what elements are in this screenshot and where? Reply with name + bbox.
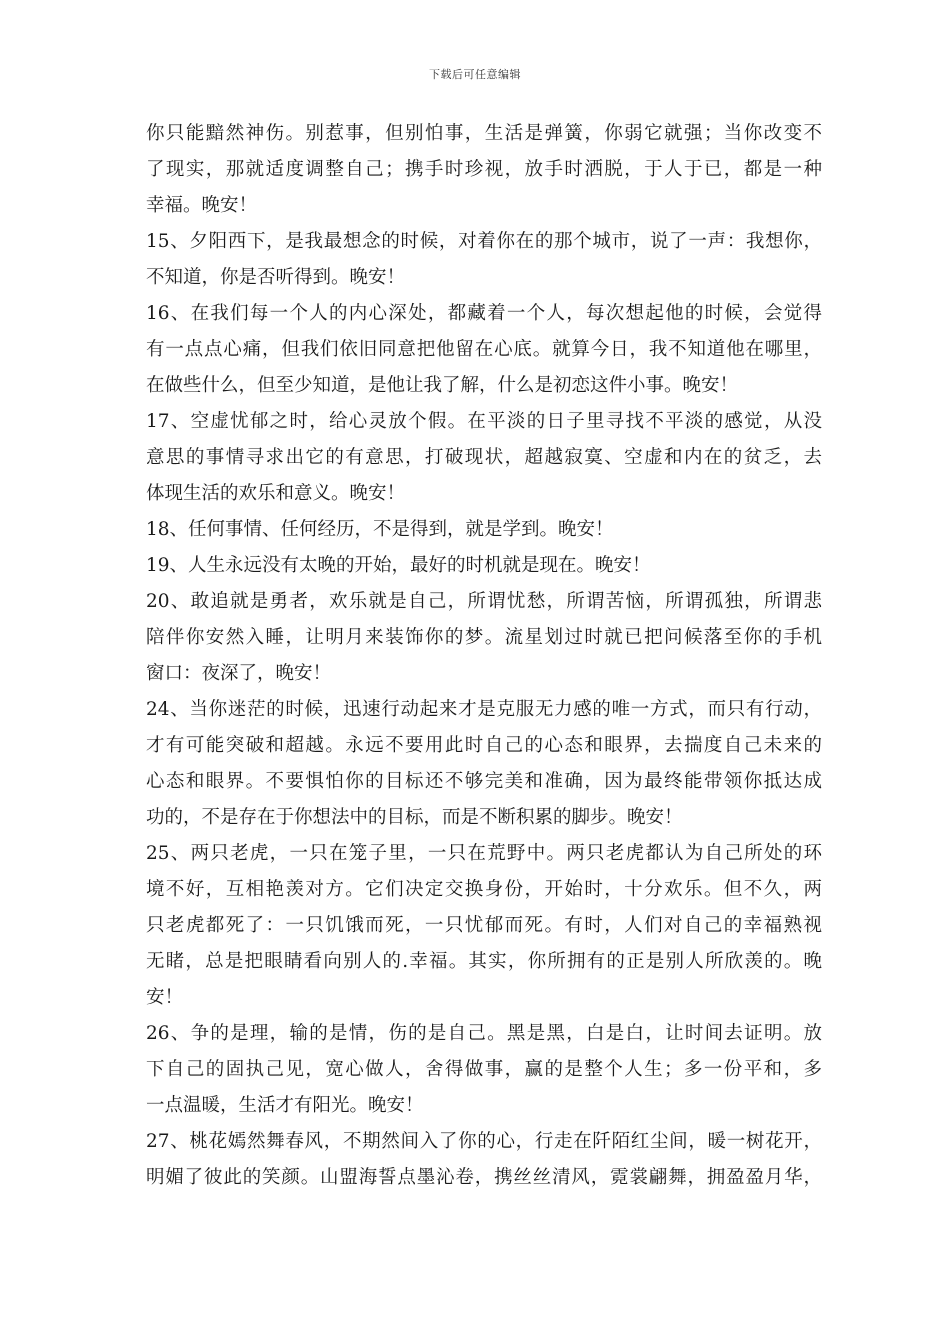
paragraph-24	[146, 692, 822, 836]
text-line: 有一点点心痛，但我们依旧同意把他留在心底。就算今日，我不知道他在哪里，	[146, 339, 822, 360]
text-line: 不知道，你是否听得到。晚安！	[146, 267, 406, 288]
text-line: 心态和眼界。不要惧怕你的目标还不够完美和准确，因为最终能带领你抵达成	[146, 771, 822, 792]
text-line: 19、人生永远没有太晚的开始，最好的时机就是现在。晚安！	[146, 555, 651, 576]
text-line: 20、敢追就是勇者，欢乐就是自己，所谓忧愁，所谓苦恼，所谓孤独，所谓悲	[146, 591, 822, 612]
document-body	[146, 116, 822, 1196]
text-line: 一点温暖，生活才有阳光。晚安！	[146, 1095, 424, 1116]
text-line: 境不好，互相艳羡对方。它们决定交换身份，开始时，十分欢乐。但不久，两	[146, 879, 822, 900]
paragraph	[146, 116, 822, 224]
text-line: 你只能黯然神伤。别惹事，但别怕事，生活是弹簧，你弱它就强；当你改变不	[146, 123, 822, 144]
text-line: 意思的事情寻求出它的有意思，打破现状，超越寂寞、空虚和内在的贫乏，去	[146, 447, 822, 468]
text-line: 才有可能突破和超越。永远不要用此时自己的心态和眼界，去揣度自己未来的	[146, 735, 822, 756]
paragraph-16	[146, 296, 822, 404]
text-line: 在做些什么，但至少知道，是他让我了解，什么是初恋这件小事。晚安！	[146, 375, 739, 396]
text-line: 下自己的固执己见，宽心做人，舍得做事，赢的是整个人生；多一份平和，多	[146, 1059, 822, 1080]
paragraph-20	[146, 584, 822, 692]
text-line: 功的，不是存在于你想法中的目标，而是不断积累的脚步。晚安！	[146, 807, 683, 828]
paragraph-18	[146, 512, 822, 548]
text-line: 17、空虚忧郁之时，给心灵放个假。在平淡的日子里寻找不平淡的感觉，从没	[146, 411, 822, 432]
paragraph-15	[146, 224, 822, 296]
paragraph-27	[146, 1124, 822, 1196]
paragraph-19	[146, 548, 822, 584]
text-line: 27、桃花嫣然舞春风，不期然间入了你的心，行走在阡陌红尘间，暖一树花开，	[146, 1131, 822, 1152]
text-line: 体现生活的欢乐和意义。晚安！	[146, 483, 406, 504]
paragraph-17	[146, 404, 822, 512]
text-line: 窗口：夜深了，晚安！	[146, 663, 332, 684]
text-line: 26、争的是理，输的是情，伤的是自己。黑是黑，白是白，让时间去证明。放	[146, 1023, 822, 1044]
text-line: 幸福。晚安！	[146, 195, 258, 216]
paragraph-25	[146, 836, 822, 1016]
text-line: 15、夕阳西下，是我最想念的时候，对着你在的那个城市，说了一声：我想你，	[146, 231, 822, 252]
text-line: 25、两只老虎，一只在笼子里，一只在荒野中。两只老虎都认为自己所处的环	[146, 843, 822, 864]
text-line: 明媚了彼此的笑颜。山盟海誓点墨沁卷，携丝丝清风，霓裳翩舞，拥盈盈月华，	[146, 1167, 822, 1188]
text-line: 安！	[146, 987, 184, 1008]
text-line: 了现实，那就适度调整自己；携手时珍视，放手时洒脱，于人于已，都是一种	[146, 159, 822, 180]
text-line: 无睹，总是把眼睛看向别人的.幸福。其实，你所拥有的正是别人所欣羡的。晚	[146, 951, 822, 972]
paragraph-26	[146, 1016, 822, 1124]
text-line: 只老虎都死了：一只饥饿而死，一只忧郁而死。有时，人们对自己的幸福熟视	[146, 915, 822, 936]
page-header: 下载后可任意编辑	[429, 68, 521, 81]
text-line: 24、当你迷茫的时候，迅速行动起来才是克服无力感的唯一方式，而只有行动，	[146, 699, 822, 720]
text-line: 陪伴你安然入睡，让明月来装饰你的梦。流星划过时就已把问候落至你的手机	[146, 627, 822, 648]
text-line: 18、任何事情、任何经历，不是得到，就是学到。晚安！	[146, 519, 614, 540]
text-line: 16、在我们每一个人的内心深处，都藏着一个人，每次想起他的时候，会觉得	[146, 303, 822, 324]
